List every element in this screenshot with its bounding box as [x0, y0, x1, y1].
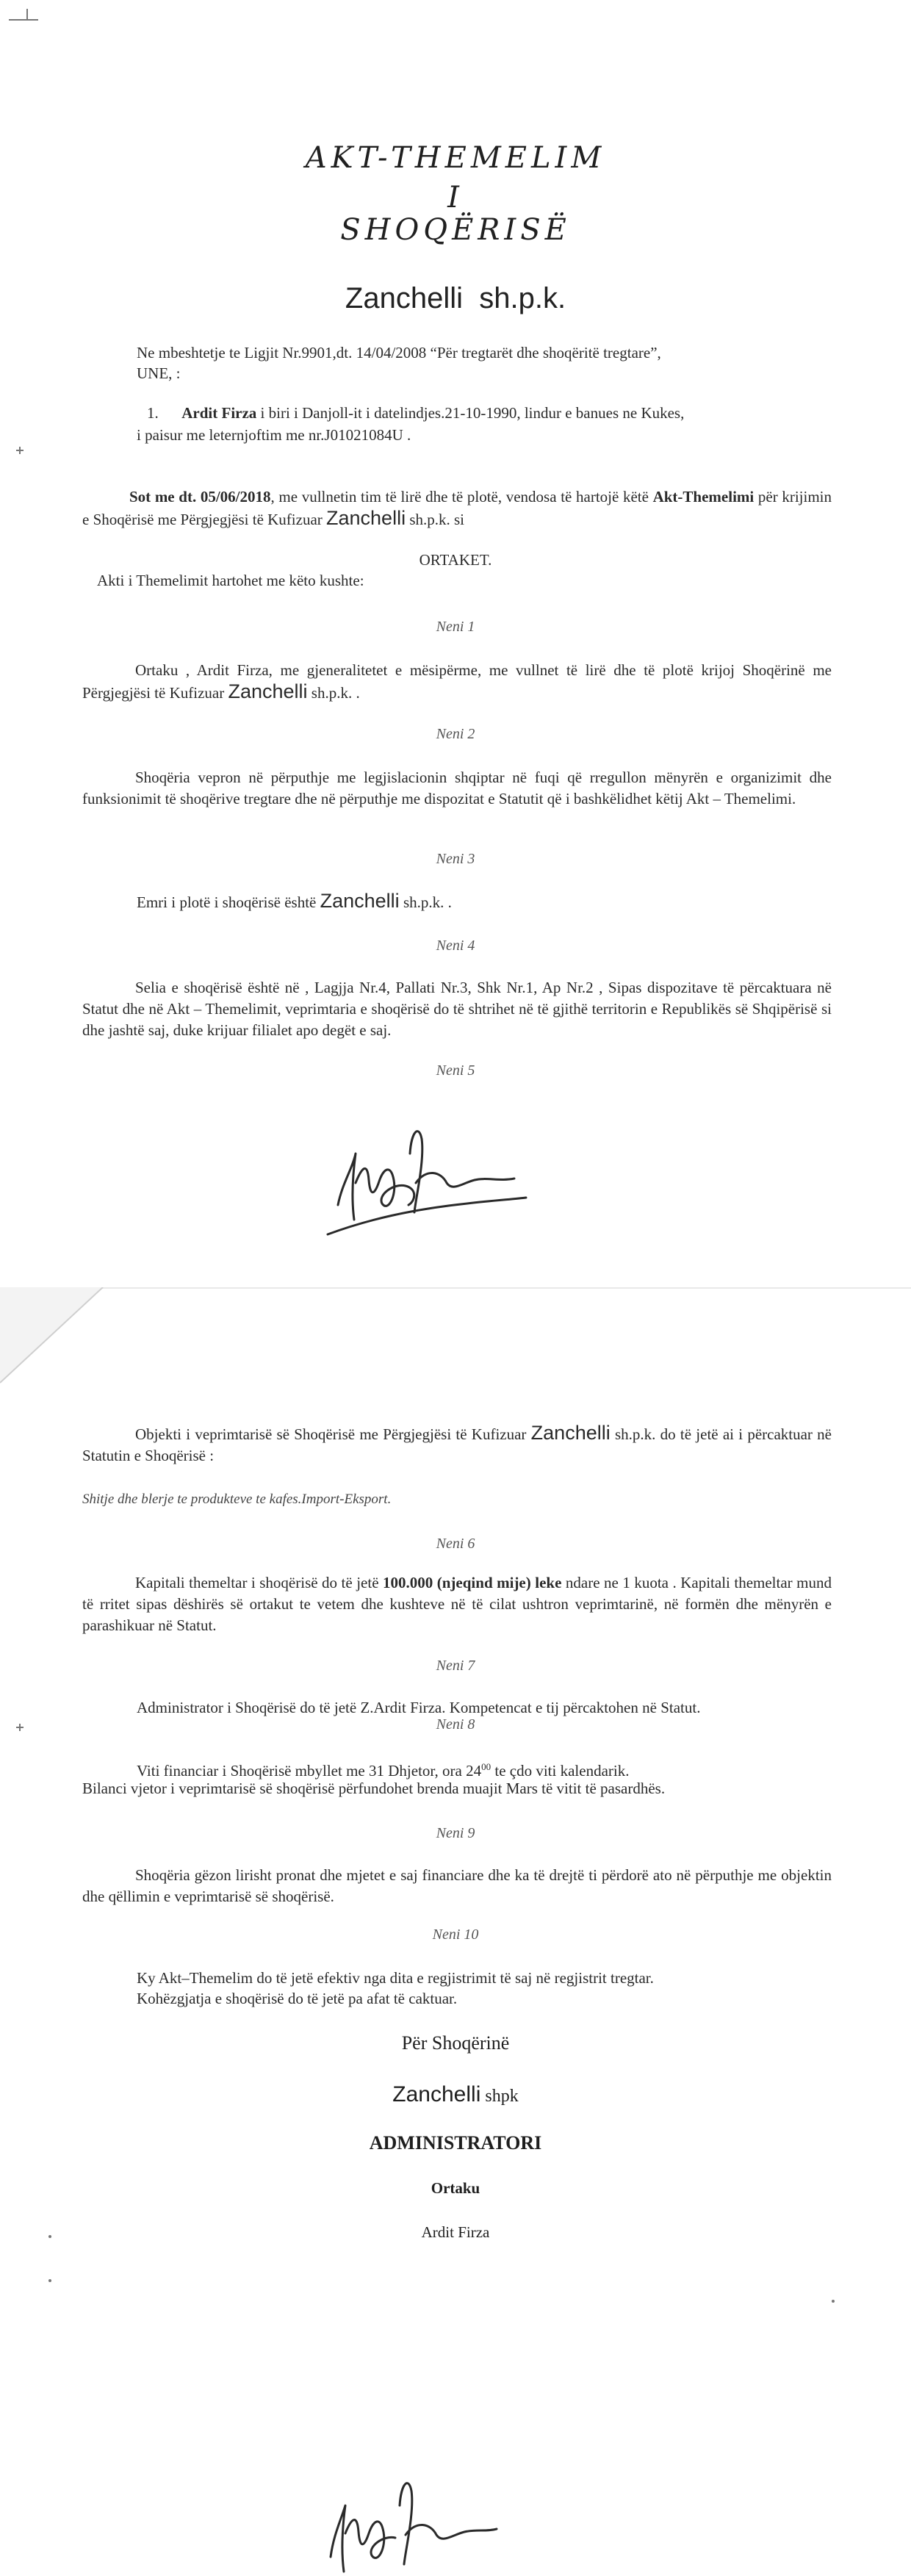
neni-6-label: Neni 6: [436, 1536, 475, 1552]
per-shoqerine: Për Shoqërinë: [401, 2032, 510, 2054]
akt-themelimi: Akt-Themelimi: [652, 488, 755, 506]
neni-10-label: Neni 10: [432, 1926, 479, 1943]
neni-4-text: Selia e shoqërisë është në , Lagjja Nr.4, Pallati Nr.3, Shk Nr.1, Ap Nr.2 , Sipas dispozitave të përcaktuara në Statut dhe në Akt – Themelimit, veprimtaria e shoqërisë do të shtrihet në të gjithë territorin e Republikës së Shqipërisë si dhe jashtë saj, duke krijuar filialet apo degët e saj.: [82, 979, 832, 1039]
neni-8-body-2: te çdo viti kalendarik.: [491, 1762, 630, 1780]
ortaket-heading: ORTAKET.: [419, 551, 492, 569]
scan-mark: [9, 19, 38, 21]
ortaku-name: Ardit Firza: [421, 2223, 490, 2241]
doc-title-line3: SHOQËRISË: [340, 213, 571, 247]
neni-8-bilanci: Bilanci vjetor i veprimtarisë së shoqërisë përfundohet brenda muajit Mars të vitit të pasardhës.: [82, 1780, 666, 1797]
sot-paragraph: [82, 486, 832, 530]
neni-3-label: Neni 3: [436, 851, 475, 867]
neni-4-label: Neni 4: [436, 938, 475, 954]
law-reference: Ne mbeshtetje te Ligjit Nr.9901,dt. 14/04/2008 “Për tregtarët dhe shoqëritë tregtare”,: [137, 344, 661, 361]
scan-mark: [26, 9, 28, 21]
neni-9-text: Shoqëria gëzon lirisht pronat dhe mjetet e saj financiare dhe ka të drejtë ti përdorë ato në përputhje me objektin dhe qëllimin e veprimtarisë së shoqërisë.: [82, 1866, 832, 1905]
neni-1-body: Ortaku , Ardit Firza, me gjeneralitetet e mësipërme, me vullnet të lirë dhe të plotë krijoj Shoqërinë me Përgjegjësi të Kufizuar: [82, 661, 832, 702]
neni-6-body: Kapitali themeltar i shoqërisë do të jetë: [135, 1574, 384, 1591]
neni-10-text-2: Kohëzgjatja e shoqërisë do të jetë pa afat të caktuar.: [137, 1990, 458, 2007]
neni-1-company: Zanchelli: [228, 680, 308, 702]
neni-1-label: Neni 1: [436, 619, 475, 635]
sot-text-2: për krijimin e Shoqërisë me Përgjegjësi të Kufizuar: [82, 488, 832, 528]
neni-3-company: Zanchelli: [320, 890, 400, 912]
founder-id: i paisur me leternjoftim me nr.J01021084U .: [137, 426, 411, 444]
margin-mark: [19, 1724, 21, 1731]
neni-5-activity: Shitje dhe blerje te produkteve te kafes.Import-Eksport.: [82, 1492, 392, 1507]
neni-2-label: Neni 2: [436, 726, 475, 742]
margin-dot: [48, 2279, 51, 2282]
founder-name: Ardit Firza: [181, 404, 257, 422]
signature: [316, 2447, 500, 2576]
company-name: Zanchelli: [345, 282, 463, 314]
ortaku-label: Ortaku: [431, 2179, 480, 2197]
neni-7-label: Neni 7: [436, 1658, 475, 1674]
sot-date: Sot me dt. 05/06/2018: [129, 488, 271, 506]
margin-dot: [832, 2300, 835, 2303]
capital-amount: 100.000 (njeqind mije) leke: [383, 1574, 562, 1591]
neni-6-body-2: ndare ne 1 kuota .: [561, 1574, 677, 1591]
neni-1-text: [82, 660, 832, 704]
closing-company-name: Zanchelli: [392, 2082, 481, 2107]
neni-6-text: [82, 1572, 832, 1636]
neni-5-body-2: sh.p.k. do të jetë ai i përcaktuar në Statutin e Shoqërisë :: [82, 1425, 832, 1464]
company-heading: [0, 282, 911, 315]
neni-1-suffix: sh.p.k. .: [307, 684, 360, 702]
neni-8-sup: 00: [481, 1761, 491, 1772]
neni-5-text: [82, 1422, 832, 1467]
akti-hartohet: Akti i Themelimit hartohet me këto kushte:: [97, 572, 364, 589]
founder-number: 1.: [147, 404, 159, 422]
neni-3-suffix: sh.p.k. .: [399, 893, 452, 911]
margin-dot: [48, 2235, 51, 2238]
neni-6-body-3: Kapitali themeltar mund të rritet sipas dëshirës së ortakut te vetem dhe kushteve në të cilat ushtron veprimtarinë, në formën dhe mënyrën e parashikuar në Statut.: [82, 1574, 832, 1634]
administratori: ADMINISTRATORI: [369, 2132, 542, 2154]
neni-5-label: Neni 5: [436, 1062, 475, 1079]
neni-2-text: Shoqëria vepron në përputhje me legjislacionin shqiptar në fuqi që rregullon mënyrën e organizimit dhe funksionimit të shoqërive tregtare dhe në përputhje me dispozitat e Statutit që i bashkëlidhet këtij Akt – Themelimi.: [82, 769, 832, 807]
signature: [323, 1109, 529, 1256]
neni-9-label: Neni 9: [436, 1825, 475, 1841]
neni-5-company: Zanchelli: [530, 1422, 611, 1444]
margin-mark: [19, 447, 21, 454]
sot-text: , me vullnetin tim të lirë dhe të plotë, vendosa të hartojë këtë: [270, 488, 653, 506]
une-label: UNE, :: [137, 364, 181, 382]
doc-title-line1: AKT-THEMELIM: [305, 141, 606, 175]
company-suffix: sh.p.k.: [479, 282, 566, 314]
neni-10-text-1: Ky Akt–Themelim do të jetë efektiv nga dita e regjistrimit të saj në regjistrit tregtar.: [137, 1969, 654, 1987]
neni-8-label: Neni 8: [436, 1716, 475, 1733]
founder-entry: [147, 403, 808, 424]
neni-8-body: Viti financiar i Shoqërisë mbyllet me 31 Dhjetor, ora 24: [137, 1762, 482, 1780]
sot-text-3: sh.p.k. si: [406, 511, 465, 528]
neni-7-text: Administrator i Shoqërisë do të jetë Z.Ardit Firza. Kompetencat e tij përcaktohen në Statut.: [137, 1699, 701, 1716]
neni-5-body: Objekti i veprimtarisë së Shoqërisë me Përgjegjësi të Kufizuar: [135, 1425, 531, 1443]
page-fold-shadow: [0, 1287, 911, 1390]
sot-company: Zanchelli: [326, 507, 406, 529]
closing-shpk: shpk: [480, 2087, 519, 2106]
doc-title-line2: I: [447, 181, 464, 215]
neni-3-body: Emri i plotë i shoqërisë është: [137, 893, 320, 911]
founder-details: i biri i Danjoll-it i datelindjes.21-10-1990, lindur e banues ne Kukes,: [256, 404, 685, 422]
closing-company: [0, 2082, 911, 2107]
neni-3-text: [137, 891, 798, 913]
